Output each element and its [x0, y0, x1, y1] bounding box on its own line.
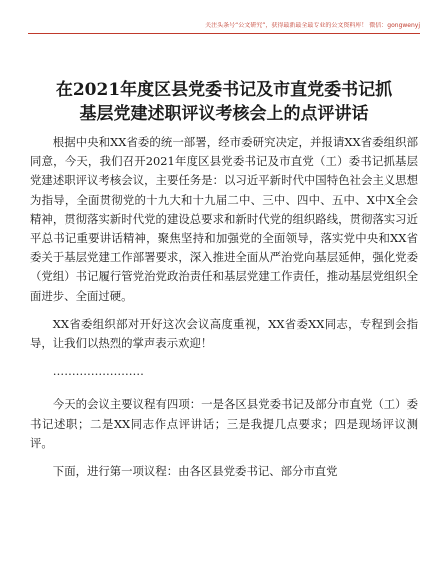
- document-title: [28, 78, 420, 126]
- paragraph-1: 根据中央和XX省委的统一部署，经市委研究决定，并报请XX省委组织部同意，今天，我们召开2021年度区县党委书记及市直党（工）委书记抓基层党建述职评议考核会议，主要任务是：以习近平新时代中国特色社会主义思想为指导，全面贯彻党的十九大和十九届二中、三中、四中、五中、X中X全会精神，贯彻落实新时代党的建设总要求和新时代党的组织路线，贯彻落实习近平总书记重要讲话精神，聚焦坚持和加强党的全面领导，落实党中央和XX省委关于基层党建工作部署要求，深入推进全面从严治党向基层延伸，强化党委（党组）书记履行管党治党政治责任和基层党建工作责任，推动基层党组织全面进步、全面过硬。: [30, 135, 418, 303]
- header-banner: 关注头条号“公文研究”，获得最新最全最专业的公文资料库！ 微信：gongwenyj: [205, 22, 420, 29]
- paragraph-4: 下面，进行第一项议程：由各区县党委书记、部分市直党: [52, 464, 338, 479]
- document-body: [30, 133, 418, 490]
- paragraph-3: 今天的会议主要议程有四项：一是各区县党委书记及部分市直党（工）委书记述职；二是XX同志作点评讲话；三是我提几点要求；四是现场评议测评。: [30, 397, 418, 450]
- title-line-1: 在2021年度区县党委书记及市直党委书记抓: [55, 80, 393, 100]
- ellipsis-separator: ……………………: [52, 364, 144, 379]
- title-line-2: 基层党建述职评议考核会上的点评讲话: [79, 104, 369, 124]
- paragraph-2: XX省委组织部对开好这次会议高度重视，XX省委XX同志，专程到会指导，让我们以热烈的掌声表示欢迎！: [30, 316, 418, 351]
- header-divider: [28, 33, 420, 34]
